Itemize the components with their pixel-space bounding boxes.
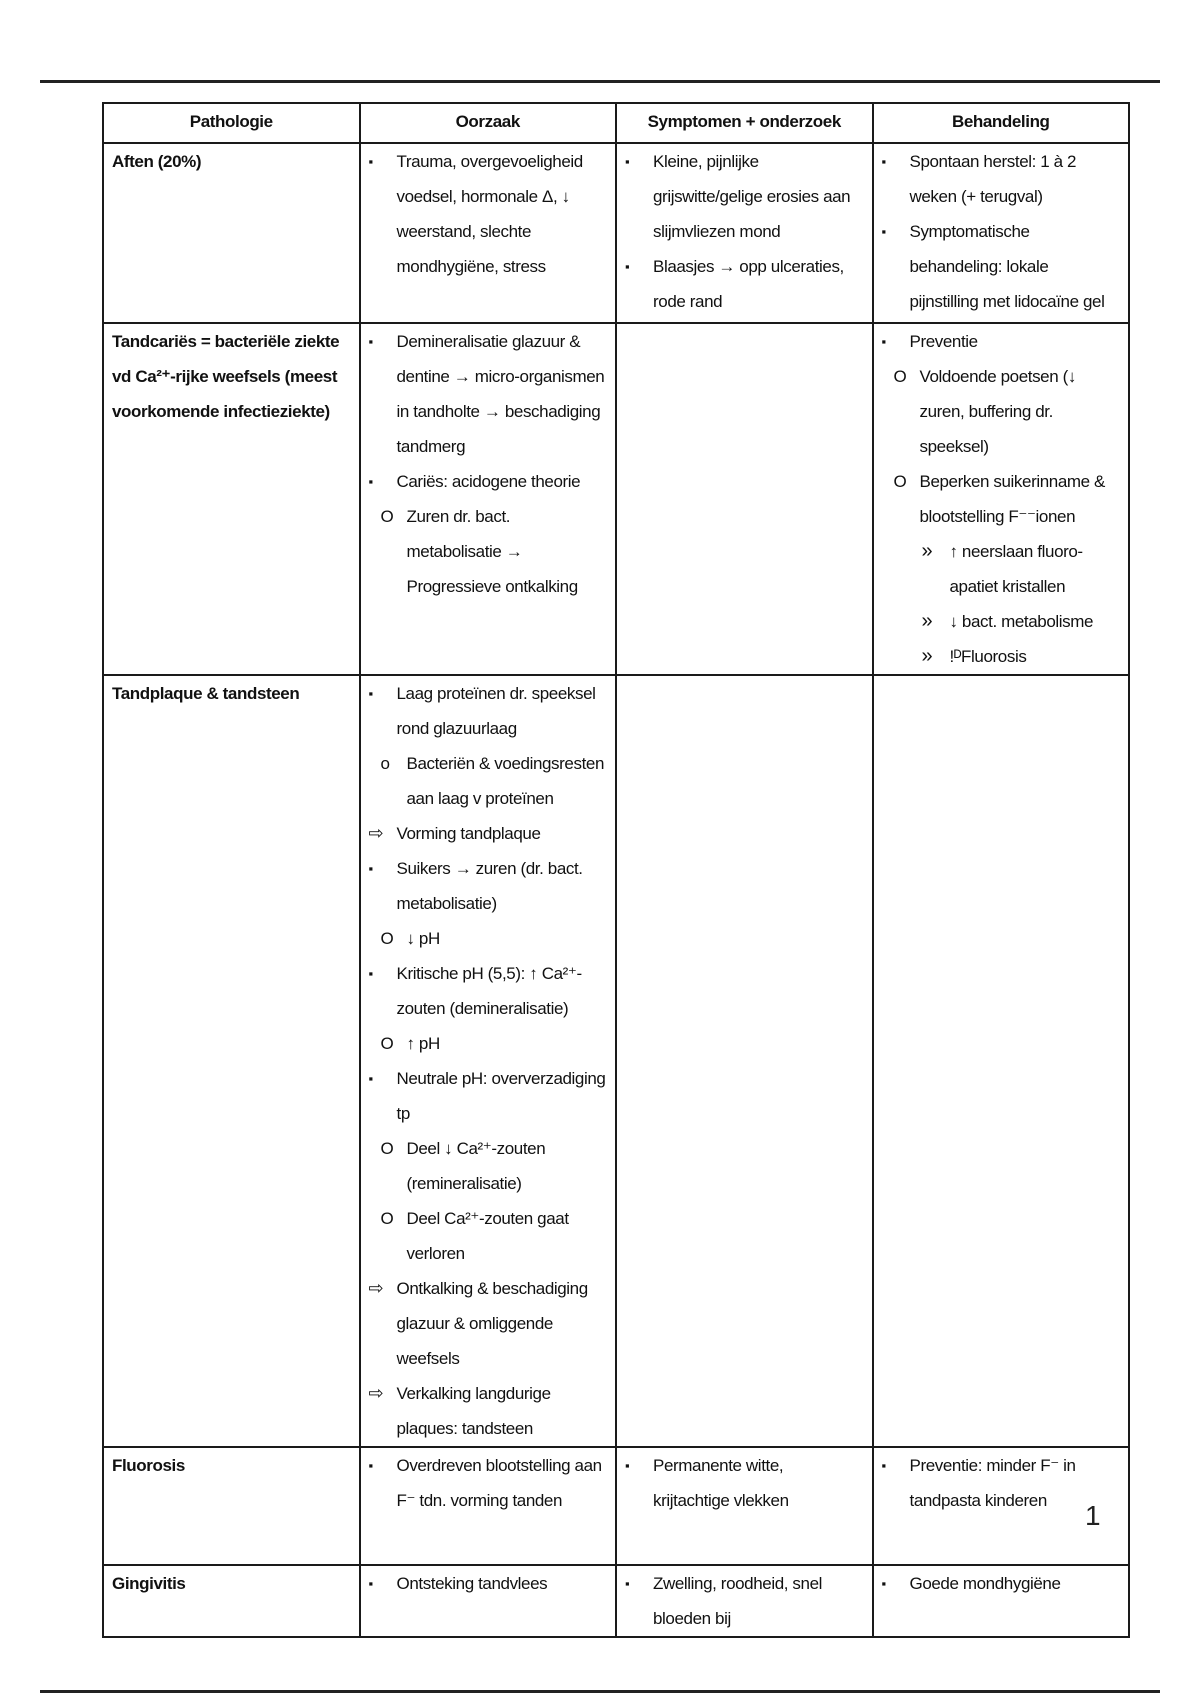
item-text: Deel ↓ Ca²⁺-zouten (remineralisatie) [406,1139,546,1193]
item-text: Bacteriën & voedingsresten aan laag v proteïnen [406,754,605,808]
pathology-table [102,102,1130,1638]
list-item [369,464,608,499]
item-text: Laag proteïnen dr. speeksel rond glazuurlaag [396,684,596,738]
bullet-marker: O [380,929,394,948]
list-item [882,324,1121,359]
bullet-marker: O [380,1209,394,1228]
footer-rule [40,1690,1160,1693]
item-text: Zwelling, roodheid, snel bloeden bij [653,1574,822,1628]
bullet-marker: ▪ [368,1071,373,1086]
bullet-marker: » [921,540,933,562]
list-item [369,144,608,284]
list-item [625,1566,864,1636]
item-text: Beperken suikerinname & blootstelling F⁻⁻ionen [919,472,1105,526]
bullet-marker: ▪ [881,154,886,169]
list-item [882,1566,1121,1601]
list-item [369,851,608,921]
item-text: Vorming tandplaque [396,824,541,843]
item-text: ↓ pH [406,929,440,948]
cause-cell [360,323,617,675]
list-item [625,1448,864,1518]
header-rule [40,80,1160,83]
treatment-cell [873,675,1130,1447]
list-item [369,956,608,1026]
bullet-marker: O [893,472,907,491]
pathology-cell: Tandplaque & tandsteen [103,675,360,1447]
bullet-marker: ▪ [368,154,373,169]
item-text: ↑ pH [406,1034,440,1053]
bullet-marker: ⇨ [368,1383,384,1403]
bullet-marker: o [380,754,390,773]
list-item [369,746,608,816]
item-text: Symptomatische behandeling: lokale pijnstilling met lidocaïne gel [909,222,1105,311]
list-item [882,639,1121,674]
list-item [369,1201,608,1271]
item-text: Blaasjes → opp ulceraties, rode rand [653,257,844,311]
bullet-marker: ▪ [368,966,373,981]
item-text: Preventie: minder F⁻ in tandpasta kinderen [909,1456,1076,1510]
item-text: Permanente witte, krijtachtige vlekken [653,1456,789,1510]
bullet-marker: ▪ [368,474,373,489]
list-item [369,1271,608,1376]
list-item [882,214,1121,319]
cause-cell [360,675,617,1447]
item-text: Ontsteking tandvlees [396,1574,548,1593]
bullet-marker: ▪ [625,1576,630,1591]
item-text: Preventie [909,332,978,351]
bullet-marker: ▪ [625,154,630,169]
bullet-marker: O [380,1034,394,1053]
header-pathologie: Pathologie [103,103,360,143]
list-item [369,816,608,851]
list-item [369,1566,608,1601]
bullet-marker: O [893,367,907,386]
item-text: Kritische pH (5,5): ↑ Ca²⁺-zouten (demineralisatie) [396,964,582,1018]
item-text: ↑ neerslaan fluoro-apatiet kristallen [949,542,1083,596]
list-item [625,144,864,249]
bullet-marker: ⇨ [368,823,384,843]
bullet-marker: ▪ [625,259,630,274]
list-item [369,1376,608,1446]
treatment-cell [873,143,1130,323]
bullet-marker: ▪ [368,1576,373,1591]
bullet-marker: ▪ [881,224,886,239]
symptoms-cell [616,323,873,675]
item-text: Demineralisatie glazuur & dentine → micro-organismen in tandholte → beschadiging tandmerg [396,332,605,456]
table-row [103,323,1129,675]
item-text: Verkalking langdurige plaques: tandsteen [396,1384,551,1438]
symptoms-cell [616,675,873,1447]
pathology-cell: Gingivitis [103,1565,360,1637]
cause-cell [360,1447,617,1565]
item-text: ↓ bact. metabolisme [949,612,1094,631]
list-item [882,534,1121,604]
bullet-marker: ▪ [625,1458,630,1473]
list-item [625,249,864,319]
list-item [369,921,608,956]
list-item [882,144,1121,214]
item-text: Spontaan herstel: 1 à 2 weken (+ terugval) [909,152,1077,206]
item-text: Trauma, overgevoeligheid voedsel, hormonale Δ, ↓ weerstand, slechte mondhygiëne, stress [396,152,583,276]
list-item [882,464,1121,534]
bullet-marker: ▪ [368,1458,373,1473]
bullet-marker: ▪ [368,861,373,876]
treatment-cell [873,1565,1130,1637]
table-header-row [103,103,1129,143]
item-text: Goede mondhygiëne [909,1574,1061,1593]
list-item [369,1026,608,1061]
item-text: !ᴰFluorosis [949,647,1027,666]
list-item [882,359,1121,464]
table-row [103,143,1129,323]
symptoms-cell [616,143,873,323]
item-text: Ontkalking & beschadiging glazuur & omliggende weefsels [396,1279,588,1368]
page-number: 1 [1085,1500,1101,1531]
symptoms-cell [616,1565,873,1637]
item-text: Kleine, pijnlijke grijswitte/gelige erosies aan slijmvliezen mond [653,152,851,241]
pathology-cell: Aften (20%) [103,143,360,323]
list-item [882,604,1121,639]
item-text: Voldoende poetsen (↓ zuren, buffering dr. speeksel) [919,367,1076,456]
bullet-marker: O [380,1139,394,1158]
table-row [103,675,1129,1447]
list-item [369,324,608,464]
list-item [369,499,608,604]
bullet-marker: ▪ [881,1576,886,1591]
item-text: Cariës: acidogene theorie [396,472,581,491]
header-symptomen: Symptomen + onderzoek [616,103,873,143]
item-text: Neutrale pH: oververzadiging tp [396,1069,606,1123]
item-text: Suikers → zuren (dr. bact. metabolisatie) [396,859,583,913]
pathology-cell: Fluorosis [103,1447,360,1565]
bullet-marker: » [921,610,933,632]
bullet-marker: ▪ [881,1458,886,1473]
list-item [369,1448,608,1518]
header-oorzaak: Oorzaak [360,103,617,143]
item-text: Zuren dr. bact. metabolisatie → Progressieve ontkalking [406,507,578,596]
cause-cell [360,1565,617,1637]
bullet-marker: O [380,507,394,526]
header-behandeling: Behandeling [873,103,1130,143]
item-text: Deel Ca²⁺-zouten gaat verloren [406,1209,569,1263]
cause-cell [360,143,617,323]
table-row [103,1447,1129,1565]
list-item [369,1131,608,1201]
table-row [103,1565,1129,1637]
bullet-marker: ▪ [368,334,373,349]
treatment-cell [873,323,1130,675]
pathology-cell: Tandcariës = bacteriële ziekte vd Ca²⁺-rijke weefsels (meest voorkomende infectieziekte) [103,323,360,675]
list-item [369,1061,608,1131]
bullet-marker: ⇨ [368,1278,384,1298]
item-text: Overdreven blootstelling aan F⁻ tdn. vorming tanden [396,1456,602,1510]
bullet-marker: ▪ [368,686,373,701]
bullet-marker: ▪ [881,334,886,349]
list-item [369,676,608,746]
bullet-marker: » [921,645,933,667]
symptoms-cell [616,1447,873,1565]
